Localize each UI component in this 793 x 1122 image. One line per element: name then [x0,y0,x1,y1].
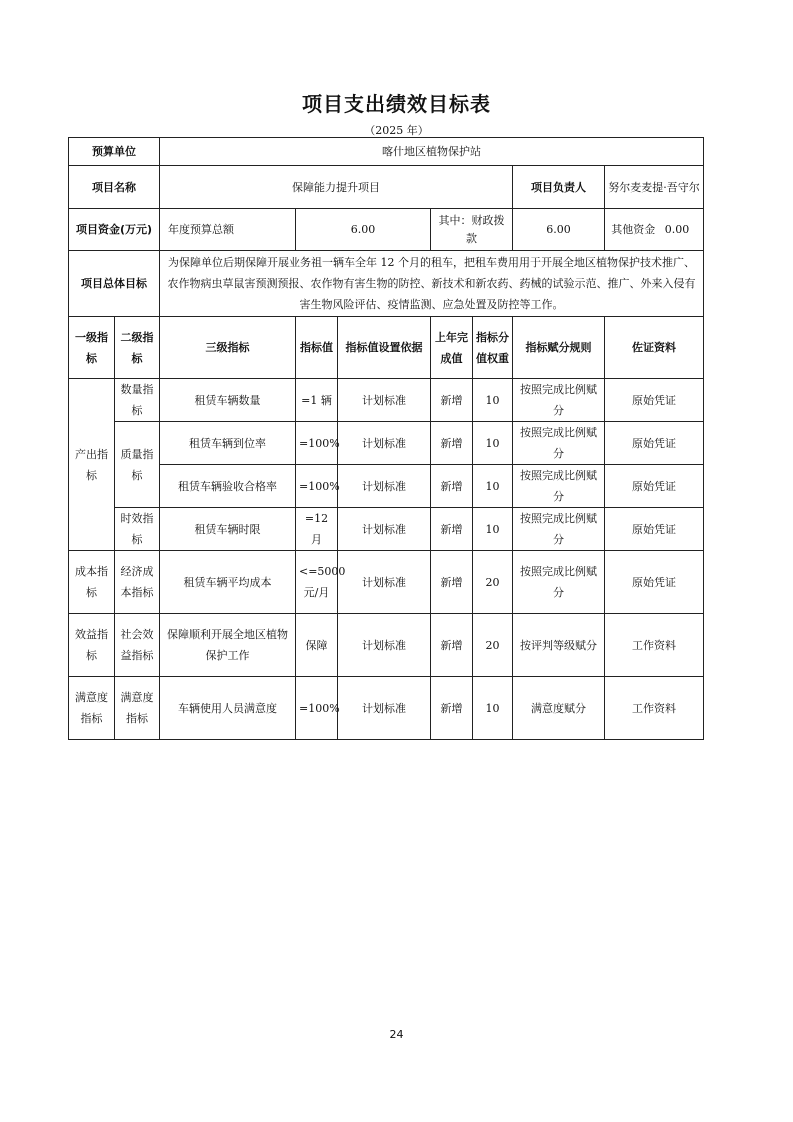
indicator-row [69,422,704,465]
level2-indicator: 时效指标 [115,508,160,551]
project-name-label: 项目名称 [69,166,160,209]
evidence-material: 原始凭证 [605,465,704,508]
indicator-weight: 10 [473,379,513,422]
overall-goal-text: 为保障单位后期保障开展业务祖一辆车全年 12 个月的租车，把租车费用用于开展全地区植物保护技术推广、农作物病虫草鼠害预测预报、农作物有害生物的防控、新技术和新农药、药械的试验示范、推广、外来入侵有害生物风险评估、疫情监测、应急处置及防控等工作。 [160,251,704,317]
indicator-weight: 10 [473,422,513,465]
indicator-value: =1 辆 [296,379,338,422]
project-fund-label: 项目资金(万元) [69,209,160,251]
indicator-row [69,677,704,740]
scoring-rule: 按照完成比例赋分 [513,379,605,422]
annual-budget-value: 6.00 [296,209,431,251]
last-year-value: 新增 [431,422,473,465]
project-name-row [69,166,704,209]
indicator-value: =12 月 [296,508,338,551]
indicator-weight: 10 [473,677,513,740]
header-evidence: 佐证资料 [605,317,704,379]
level3-indicator: 租赁车辆数量 [160,379,296,422]
level1-indicator: 满意度指标 [69,677,115,740]
level3-indicator: 保障顺利开展全地区植物保护工作 [160,614,296,677]
project-name-value: 保障能力提升项目 [160,166,513,209]
last-year-value: 新增 [431,379,473,422]
level2-indicator: 满意度指标 [115,677,160,740]
level1-indicator: 产出指标 [69,379,115,551]
level3-indicator: 车辆使用人员满意度 [160,677,296,740]
level2-indicator: 数量指标 [115,379,160,422]
budget-unit-row [69,138,704,166]
scoring-rule: 按照完成比例赋分 [513,551,605,614]
header-level3: 三级指标 [160,317,296,379]
other-funds-label: 其他资金 [611,223,656,236]
evidence-material: 原始凭证 [605,379,704,422]
overall-goal-row [69,251,704,317]
other-funds-cell [605,209,704,251]
header-last-year: 上年完成值 [431,317,473,379]
last-year-value: 新增 [431,614,473,677]
document-title: 项目支出绩效目标表 [302,92,491,116]
last-year-value: 新增 [431,508,473,551]
level3-indicator: 租赁车辆到位率 [160,422,296,465]
page-number: 24 [389,1028,404,1041]
header-basis: 指标值设置依据 [338,317,431,379]
level3-indicator: 租赁车辆时限 [160,508,296,551]
budget-unit-value: 喀什地区植物保护站 [160,138,704,166]
indicator-value: <=5000 元/月 [296,551,338,614]
table-body [69,138,704,740]
indicator-basis: 计划标准 [338,551,431,614]
indicator-row [69,551,704,614]
level2-indicator: 经济成本指标 [115,551,160,614]
level1-indicator: 成本指标 [69,551,115,614]
last-year-value: 新增 [431,465,473,508]
indicator-row [69,508,704,551]
evidence-material: 工作资料 [605,677,704,740]
last-year-value: 新增 [431,551,473,614]
indicator-value: =100% [296,465,338,508]
project-lead-label: 项目负责人 [513,166,605,209]
last-year-value: 新增 [431,677,473,740]
evidence-material: 工作资料 [605,614,704,677]
overall-goal-label: 项目总体目标 [69,251,160,317]
budget-unit-label: 预算单位 [69,138,160,166]
indicator-value: 保障 [296,614,338,677]
indicator-header-row [69,317,704,379]
scoring-rule: 满意度赋分 [513,677,605,740]
indicator-value: =100% [296,422,338,465]
header-level1: 一级指标 [69,317,115,379]
indicator-basis: 计划标准 [338,614,431,677]
indicator-weight: 20 [473,614,513,677]
indicator-row [69,614,704,677]
finance-appropriation-label: 其中：财政拨款 [431,209,513,251]
finance-appropriation-value: 6.00 [513,209,605,251]
header-indicator-value: 指标值 [296,317,338,379]
scoring-rule: 按照完成比例赋分 [513,422,605,465]
indicator-basis: 计划标准 [338,677,431,740]
indicator-weight: 20 [473,551,513,614]
indicator-row [69,379,704,422]
indicator-basis: 计划标准 [338,465,431,508]
level2-indicator: 社会效益指标 [115,614,160,677]
other-funds-value: 0.00 [664,223,690,236]
document-year: （2025 年） [364,124,429,137]
header-scoring-rule: 指标赋分规则 [513,317,605,379]
level3-indicator: 租赁车辆验收合格率 [160,465,296,508]
indicator-weight: 10 [473,508,513,551]
annual-budget-label: 年度预算总额 [160,209,296,251]
indicator-basis: 计划标准 [338,379,431,422]
evidence-material: 原始凭证 [605,551,704,614]
indicator-value: =100% [296,677,338,740]
evidence-material: 原始凭证 [605,422,704,465]
performance-target-table [68,137,704,740]
header-weight: 指标分值权重 [473,317,513,379]
header-level2: 二级指标 [115,317,160,379]
project-fund-row [69,209,704,251]
evidence-material: 原始凭证 [605,508,704,551]
scoring-rule: 按照完成比例赋分 [513,508,605,551]
indicator-basis: 计划标准 [338,422,431,465]
scoring-rule: 按照完成比例赋分 [513,465,605,508]
indicator-row [69,465,704,508]
indicator-weight: 10 [473,465,513,508]
scoring-rule: 按评判等级赋分 [513,614,605,677]
indicator-basis: 计划标准 [338,508,431,551]
project-lead-value: 努尔麦麦提·吾守尔 [605,166,704,209]
level1-indicator: 效益指标 [69,614,115,677]
level2-indicator: 质量指标 [115,422,160,508]
level3-indicator: 租赁车辆平均成本 [160,551,296,614]
